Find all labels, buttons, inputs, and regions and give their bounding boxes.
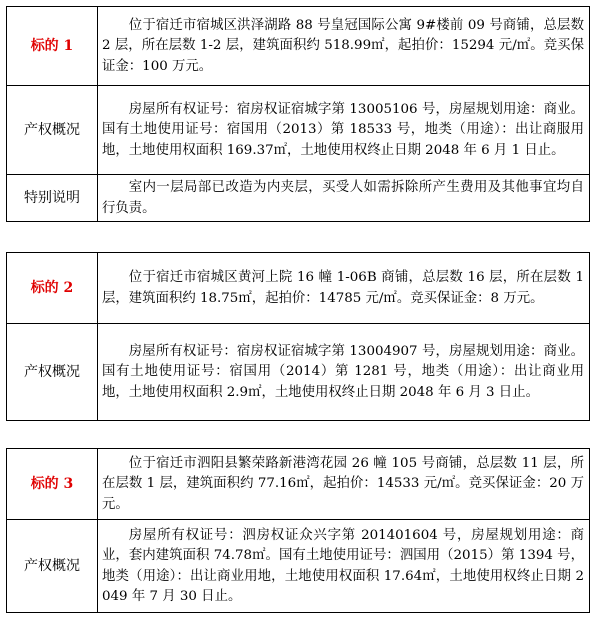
lot-1-rights-label: 产权概况 <box>7 86 98 175</box>
lot-1-table <box>6 6 590 222</box>
lot-1-rights-row <box>7 86 590 175</box>
lot-2-rights-text: 房屋所有权证号：宿房权证宿城字第 13004907 号，房屋规划用途：商业。国有土地使用证号：宿国用（2014）第 1281 号，地类（用途）：出让商业用地，土地使用权面积 2.9㎡，土地使用权终止日期 2048 年 6 月 3 日止。 <box>98 324 590 421</box>
lot-1-rights-text: 房屋所有权证号：宿房权证宿城字第 13005106 号，房屋规划用途：商业。国有土地使用证号：宿国用（2013）第 18533 号，地类（用途）：出让商服用地，土地使用权面积 169.37㎡，土地使用权终止日期 2048 年 6 月 1 日止。 <box>98 86 590 175</box>
lot-2-title-row <box>7 253 590 324</box>
lot-1-special-label: 特别说明 <box>7 175 98 222</box>
lot-2-description: 位于宿迁市宿城区黄河上院 16 幢 1-06B 商铺，总层数 16 层，所在层数 1 层，建筑面积约 18.75㎡，起拍价：14785 元/㎡。竞买保证金：8 万元。 <box>98 253 590 324</box>
lot-3-description: 位于宿迁市泗阳县繁荣路新港湾花园 26 幢 105 号商铺，总层数 11 层，所在层数 1 层，建筑面积约 77.16㎡，起拍价：14533 元/㎡。竞买保证金：20 万元。 <box>98 449 590 520</box>
lot-3-title: 标的 3 <box>7 449 98 520</box>
lot-3-rights-row <box>7 520 590 613</box>
lot-3-title-row <box>7 449 590 520</box>
lot-1-special-row <box>7 175 590 222</box>
lot-1-description: 位于宿迁市宿城区洪泽湖路 88 号皇冠国际公寓 9#楼前 09 号商铺，总层数 2 层，所在层数 1-2 层，建筑面积约 518.99㎡，起拍价：15294 元/㎡。竞买保证金：100 万元。 <box>98 7 590 86</box>
lot-2-title: 标的 2 <box>7 253 98 324</box>
lot-3-rights-text: 房屋所有权证号：泗房权证众兴字第 201401604 号，房屋规划用途：商业，套内建筑面积 74.78㎡。国有土地使用证号：泗国用（2015）第 1394 号，地类（用途）：出让商业用地，土地使用权面积 17.64㎡，土地使用权终止日期 2049 年 7 月 30 日止。 <box>98 520 590 613</box>
lot-1-special-text: 室内一层局部已改造为内夹层，买受人如需拆除所产生费用及其他事宜均自行负责。 <box>98 175 590 222</box>
lot-1-title: 标的 1 <box>7 7 98 86</box>
lot-3-table <box>6 448 590 613</box>
lot-2-table <box>6 252 590 421</box>
lot-2-rights-label: 产权概况 <box>7 324 98 421</box>
lot-1-title-row <box>7 7 590 86</box>
lot-2-rights-row <box>7 324 590 421</box>
lot-3-rights-label: 产权概况 <box>7 520 98 613</box>
